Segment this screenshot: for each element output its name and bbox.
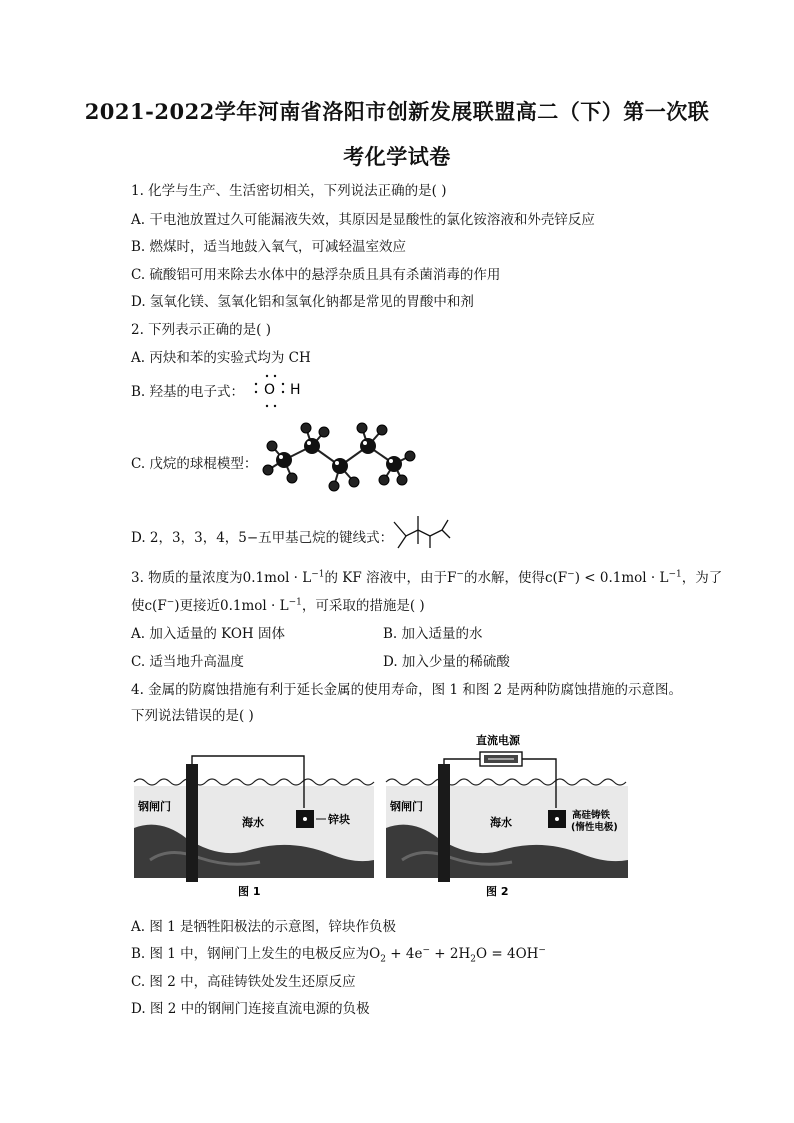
q4-option-d: D. 图 2 中的钢闸门连接直流电源的负极 — [131, 1001, 370, 1017]
q3-text-1: 3. 物质的量浓度为0.1mol · L — [131, 570, 312, 586]
q4-option-b — [131, 942, 546, 965]
fig2-water-label: 海水 — [490, 816, 512, 829]
fig1-zinc-label: 锌块 — [328, 813, 350, 826]
fig1-caption: 图 1 — [238, 885, 261, 898]
q2-option-a: A. 丙炔和苯的实验式均为 CH — [131, 350, 311, 366]
figure-1-sacrificial-anode — [130, 742, 378, 902]
fig2-gate-label: 钢闸门 — [390, 800, 423, 813]
q3-text-3: 的水解，使得c(F — [463, 570, 568, 586]
q4-b-sub-1: 2 — [380, 954, 386, 965]
q3-sup-5: − — [166, 597, 175, 608]
q3-sup-4: −1 — [668, 569, 682, 580]
q1-option-d: D. 氢氧化镁、氢氧化铝和氢氧化钠都是常见的胃酸中和剂 — [131, 294, 474, 310]
q3-option-d: D. 加入少量的稀硫酸 — [383, 654, 510, 670]
hydroxyl-o-symbol: O — [264, 382, 276, 398]
q4-b-sup-1: − — [422, 945, 431, 956]
q1-option-b: B. 燃煤时，适当地鼓入氧气，可减轻温室效应 — [131, 239, 407, 255]
q4-b-text-2: + 4e — [385, 946, 423, 962]
q2-option-c-label: C. 戊烷的球棍模型： — [131, 456, 258, 472]
q4-stem-line2: 下列说法错误的是( ) — [131, 708, 254, 724]
q4-b-sub-2: 2 — [470, 954, 477, 965]
q4-b-sup-2: − — [538, 945, 546, 956]
q4-option-a: A. 图 1 是牺牲阳极法的示意图，锌块作负极 — [131, 919, 397, 935]
fig2-caption: 图 2 — [486, 885, 509, 898]
q3-option-b: B. 加入适量的水 — [383, 626, 483, 642]
q1-stem: 1. 化学与生产、生活密切相关，下列说法正确的是( ) — [131, 183, 447, 199]
q3-sup-1: −1 — [311, 569, 325, 580]
page-title-line2: 考化学试卷 — [343, 144, 451, 169]
q3-text-5: ，为了 — [681, 570, 723, 586]
q3-sup-2: − — [456, 569, 464, 580]
hydroxyl-h-symbol: H — [290, 382, 301, 398]
q4-b-text-3: + 2H — [430, 946, 471, 962]
q3-text-7: )更接近0.1mol · L — [174, 598, 289, 614]
fig2-power-label: 直流电源 — [476, 734, 520, 747]
q1-option-a: A. 干电池放置过久可能漏液失效，其原因是显酸性的氯化铵溶液和外壳锌反应 — [131, 212, 595, 228]
q3-text-6: 使c(F — [131, 598, 167, 614]
fig1-water-label: 海水 — [242, 816, 264, 829]
q4-b-text-4: O = 4OH — [476, 946, 539, 962]
q2-option-b — [131, 380, 244, 400]
q2-option-b-label: B. 羟基的电子式： — [131, 384, 245, 400]
fig2-electrode-label: 高硅铸铁 — [572, 810, 611, 821]
q4-option-c: C. 图 2 中，高硅铸铁处发生还原反应 — [131, 974, 356, 990]
fig1-gate-label: 钢闸门 — [138, 800, 171, 813]
q3-sup-3: − — [567, 569, 575, 580]
q3-option-c: C. 适当地升高温度 — [131, 654, 244, 670]
figure-2-impressed-current — [382, 730, 632, 902]
fig2-inert-electrode-label: (惰性电极) — [571, 822, 618, 833]
q3-text-2: 的 KF 溶液中，由于F — [324, 570, 457, 586]
q4-stem-line1: 4. 金属的防腐蚀措施有利于延长金属的使用寿命，图 1 和图 2 是两种防腐蚀措施的示意图。 — [131, 682, 683, 698]
page-title-line1: 2021-2022学年河南省洛阳市创新发展联盟高二（下）第一次联 — [84, 99, 710, 124]
q2-option-d-label: D. 2，3，3，4，5−五甲基己烷的键线式： — [131, 530, 394, 546]
hydroxyl-electron-formula — [250, 370, 310, 416]
pentane-ball-stick-model — [262, 418, 417, 500]
q3-stem-line1 — [131, 566, 722, 586]
q2-option-d — [131, 526, 393, 546]
q3-stem-line2 — [131, 594, 425, 614]
q2-option-c — [131, 452, 257, 472]
q3-text-8: ，可采取的措施是( ) — [301, 598, 425, 614]
q2-stem: 2. 下列表示正确的是( ) — [131, 322, 271, 338]
q1-option-c: C. 硫酸铝可用来除去水体中的悬浮杂质且具有杀菌消毒的作用 — [131, 267, 501, 283]
q3-sup-6: −1 — [288, 597, 302, 608]
q3-text-4: ) < 0.1mol · L — [574, 570, 669, 586]
q4-b-text-1: B. 图 1 中，钢闸门上发生的电极反应为O — [131, 946, 381, 962]
skeletal-formula-diagram — [390, 512, 452, 552]
q3-option-a: A. 加入适量的 KOH 固体 — [131, 626, 285, 642]
